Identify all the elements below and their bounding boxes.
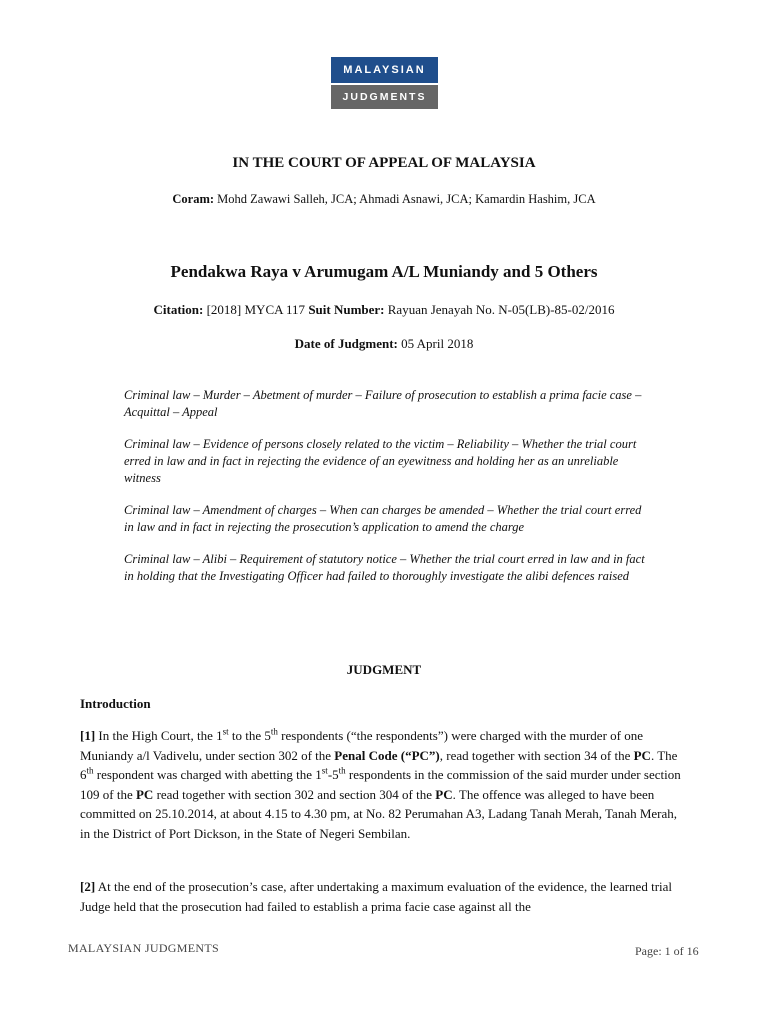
bold-text: PC (135, 786, 154, 802)
superscript: th (86, 765, 94, 776)
footer-publisher: MALAYSIAN JUDGMENTS (68, 941, 219, 955)
citation-value: [2018] MYCA 117 (206, 302, 306, 317)
footer-page-number: Page: 1 of 16 (635, 944, 699, 958)
logo-bottom-band: JUDGMENTS (331, 85, 438, 109)
coram-label: Coram: (172, 192, 215, 206)
date-value: 05 April 2018 (401, 336, 474, 351)
suit-number-label: Suit Number: (308, 302, 385, 317)
text: . The 6 (80, 747, 678, 782)
superscript: st (222, 726, 229, 737)
coram-value: Mohd Zawawi Salleh, JCA; Ahmadi Asnawi, JCA; Kamardin Hashim, JCA (217, 192, 596, 206)
court-title: IN THE COURT OF APPEAL OF MALAYSIA (232, 155, 536, 171)
date-label: Date of Judgment: (294, 336, 398, 351)
text: , read together with section 34 of the (439, 747, 634, 763)
catchword-paragraph: Criminal law – Amendment of charges – When can charges be amended – Whether the trial court erred in law and in fact in rejecting the prosecution’s application to amend the charge (124, 503, 642, 534)
text: -5 (327, 767, 339, 782)
malaysian-judgments-logo (331, 57, 438, 109)
text: . The offence was alleged to have been committed on 25.10.2014, at about 4.15 to 4.30 pm, at No. 82 Perumahan A3, Ladang Tanah Merah, Tanah Merah, in the District of Port Dickson, in the State of Negeri Sembilan. (80, 786, 678, 841)
logo-top-band: MALAYSIAN (331, 57, 438, 83)
text: respondents (“the respondents”) were charged with the murder of one Muniandy a/l Vadivelu, under section 302 of the (80, 728, 643, 763)
citation-line (0, 302, 768, 318)
paragraph-number: [2] (80, 879, 96, 894)
paragraph-1 (80, 726, 690, 843)
catchword-paragraph: Criminal law – Alibi – Requirement of statutory notice – Whether the trial court erred in law and in fact in holding that the Investigating Officer had failed to thoroughly investigate the alibi defences raised (124, 552, 645, 583)
bold-text: PC (633, 747, 651, 763)
superscript: st (321, 765, 328, 776)
text: respondents in the commission of the said murder under section 109 of the (80, 767, 681, 802)
coram-line (0, 192, 768, 207)
citation-label: Citation: (153, 302, 204, 317)
case-title: Pendakwa Raya v Arumugam A/L Muniandy and 5 Others (170, 262, 598, 281)
suit-number-value: Rayuan Jenayah No. N-05(LB)-85-02/2016 (387, 302, 615, 317)
text: respondent was charged with abetting the 1 (93, 767, 322, 782)
superscript: th (270, 726, 278, 737)
text: At the end of the prosecution’s case, after undertaking a maximum evaluation of the evidence, the learned trial Judge held that the prosecution had failed to establish a prima facie case against all the (80, 879, 673, 914)
paragraph-number: [1] (80, 728, 96, 743)
bold-text: PC (435, 786, 453, 802)
date-of-judgment-line (0, 336, 768, 352)
superscript: th (338, 765, 346, 776)
introduction-heading: Introduction (80, 696, 151, 711)
text: In the High Court, the 1 (95, 728, 223, 743)
catchword-paragraph: Criminal law – Murder – Abetment of murder – Failure of prosecution to establish a prima facie case – Acquittal – Appeal (124, 388, 642, 419)
catchword-paragraph: Criminal law – Evidence of persons closely related to the victim – Reliability – Whether the trial court erred in law and in fact in rejecting the evidence of an eyewitness and holding her as an unreliable witness (124, 437, 637, 485)
catchwords (124, 387, 654, 600)
paragraph-2 (80, 877, 690, 917)
bold-text: Penal Code (“PC”) (334, 747, 440, 763)
judgment-heading: JUDGMENT (346, 662, 422, 677)
text: read together with section 302 and section 304 of the (153, 786, 436, 802)
text: to the 5 (228, 728, 271, 743)
